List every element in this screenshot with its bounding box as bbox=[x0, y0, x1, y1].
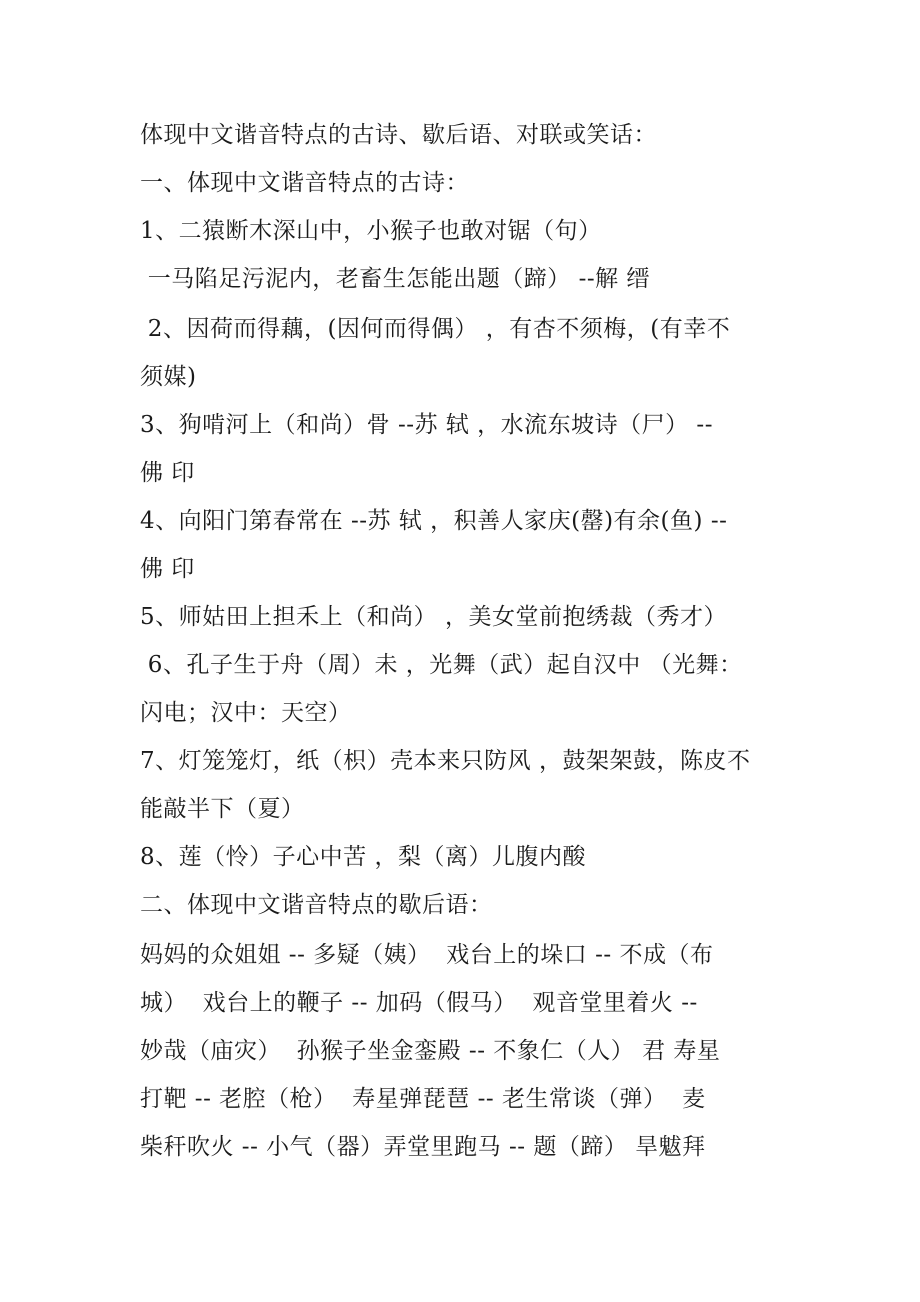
text-line: 城） 戏台上的鞭子 -- 加码（假马） 观音堂里着火 -- bbox=[140, 990, 698, 1016]
section-heading-xiehouyu: 二、体现中文谐音特点的歇后语： bbox=[140, 892, 493, 918]
text-line: 2、因荷而得藕，(因何而得偶） ，有杏不须梅，(有幸不 bbox=[140, 316, 731, 342]
text-line: 7、灯笼笼灯，纸（枳）壳本来只防风 ，鼓架架鼓，陈皮不 bbox=[140, 748, 751, 774]
text-line: 柴秆吹火 -- 小气（器）弄堂里跑马 -- 题（蹄） 旱魃拜 bbox=[140, 1134, 706, 1160]
text-line: 一马陷足污泥内，老畜生怎能出题（蹄） --解 缙 bbox=[140, 266, 650, 292]
text-line: 须媒) bbox=[140, 364, 197, 390]
text-line: 8、莲（怜）子心中苦 ，梨（离）儿腹内酸 bbox=[140, 844, 586, 870]
text-line: 打靶 -- 老腔（枪） 寿星弹琵琶 -- 老生常谈（弹） 麦 bbox=[140, 1086, 706, 1112]
text-line: 6、孔子生于舟（周）未 ，光舞（武）起自汉中 （光舞： bbox=[140, 652, 743, 678]
text-line: 3、狗啃河上（和尚）骨 --苏 轼 ，水流东坡诗（尸） -- bbox=[140, 412, 713, 438]
text-line: 闪电；汉中：天空） bbox=[140, 700, 352, 726]
text-line: 佛 印 bbox=[140, 460, 195, 486]
text-line: 1、二猿断木深山中，小猴子也敢对锯（句） bbox=[140, 218, 602, 244]
section-heading-poems: 一、体现中文谐音特点的古诗： bbox=[140, 170, 469, 196]
text-line: 能敲半下（夏） bbox=[140, 796, 305, 822]
text-line: 佛 印 bbox=[140, 556, 195, 582]
text-line: 5、师姑田上担禾上（和尚） ，美女堂前抱绣裁（秀才） bbox=[140, 604, 727, 630]
text-line: 4、向阳门第春常在 --苏 轼 ，积善人家庆(罄)有余(鱼) -- bbox=[140, 508, 728, 534]
doc-title: 体现中文谐音特点的古诗、歇后语、对联或笑话： bbox=[140, 122, 657, 148]
text-line: 妈妈的众姐姐 -- 多疑（姨） 戏台上的垛口 -- 不成（布 bbox=[140, 942, 714, 968]
text-line: 妙哉（庙灾） 孙猴子坐金銮殿 -- 不象仁（人） 君 寿星 bbox=[140, 1038, 721, 1064]
